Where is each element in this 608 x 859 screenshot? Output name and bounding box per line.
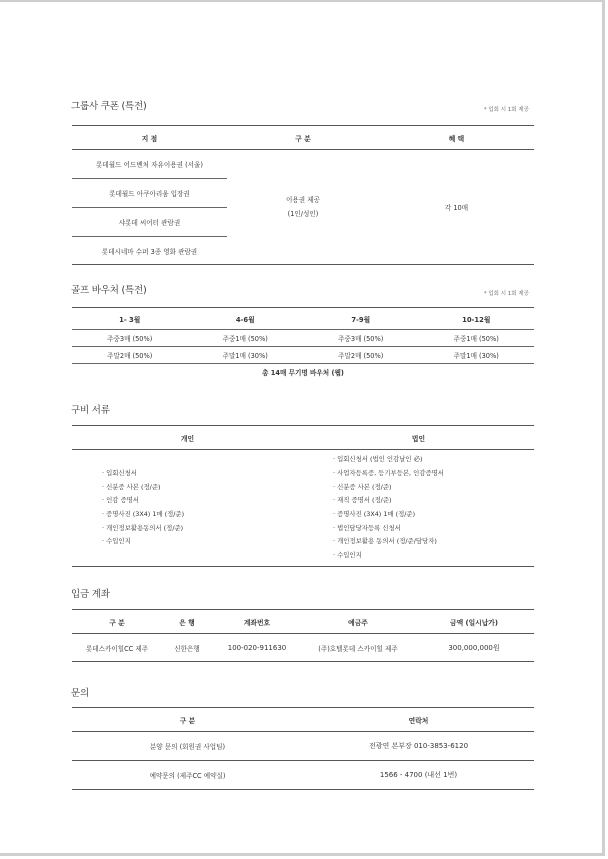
documents-corporate-list: [333, 453, 533, 563]
coupon-branch: 롯데월드 아쿠아리움 입장권: [72, 179, 227, 208]
document-item: · 입회신청서 (법인 인감날인 必): [333, 453, 533, 467]
document-item: · 사업자등록증, 등기부등본, 인감증명서: [333, 467, 533, 481]
inquiry-header-contact: 연락처: [408, 716, 429, 725]
inquiry-contact: 전광연 본부장 010-3853-6120: [368, 742, 469, 750]
coupon-note: * 입회 시 1회 제공: [483, 107, 529, 113]
coupon-header-type: 구 분: [295, 134, 311, 143]
golf-weekend-q3: 주말2매 (50%): [338, 352, 384, 360]
coupon-benefit: 각 10매: [444, 204, 469, 212]
documents-section-title: 구비 서류: [71, 405, 110, 416]
document-item: · 개인정보활용동의서 (정/준): [102, 522, 302, 536]
golf-note: * 입회 시 1회 제공: [483, 291, 529, 297]
inquiry-section-title: 문의: [71, 688, 89, 699]
account-number: 100-020-911630: [227, 643, 287, 652]
coupon-header-branch: 지 점: [141, 134, 158, 143]
golf-header-q4: 10-12월: [462, 315, 491, 324]
documents-individual-cell: [72, 450, 303, 567]
document-item: · 재직 증명서 (정/준): [333, 494, 533, 508]
account-header-amount: 금액 (일시납가): [450, 618, 498, 627]
coupon-table: [72, 125, 534, 265]
account-header-type: 구 분: [109, 618, 125, 627]
coupon-type-line1: 이용권 제공: [286, 196, 320, 204]
inquiry-type: 예약문의 (제주CC 예약실): [149, 772, 226, 780]
document-item: · 증명사진 (3X4) 1매 (정/준): [102, 508, 302, 522]
document-item: · 수입인지: [102, 535, 302, 549]
golf-header-q3: 7-9월: [351, 315, 371, 324]
account-amount: 300,000,000원: [448, 643, 500, 652]
account-type: 롯데스카이힐CC 제주: [85, 644, 149, 653]
inquiry-header-type: 구 분: [179, 716, 196, 725]
golf-table: [72, 307, 534, 381]
golf-section-title: 골프 바우처 (특전): [71, 285, 147, 296]
inquiry-type: 분양 문의 (회원권 사업팀): [149, 743, 226, 751]
document-item: · 법인담당자등록 신청서: [333, 522, 533, 536]
documents-table: [72, 425, 534, 567]
account-bank: 신한은행: [174, 644, 200, 653]
golf-weekday-q1: 주중3매 (50%): [107, 335, 153, 343]
inquiry-contact: 1566 - 4700 (내선 1번): [379, 771, 458, 779]
golf-header-q1: 1- 3월: [119, 315, 141, 324]
golf-weekend-q4: 주말1매 (30%): [453, 352, 499, 360]
coupon-branch: 롯데시네마 수퍼 3종 영화 관람권: [101, 247, 198, 256]
account-section-title: 입금 계좌: [71, 589, 110, 600]
account-table: [72, 609, 534, 662]
account-header-bank: 은 행: [179, 618, 195, 627]
inquiry-table: [72, 707, 534, 790]
document-item: · 신분증 사본 (정/준): [102, 481, 302, 495]
documents-corporate-cell: [303, 450, 534, 567]
document-item: · 증명사진 (3X4) 1매 (정/준): [333, 508, 533, 522]
document-item: · 인감 증명서: [102, 494, 302, 508]
golf-weekday-q3: 주중3매 (50%): [338, 335, 384, 343]
coupon-branch: 샤롯데 씨어터 관람권: [72, 208, 227, 237]
coupon-section-title: 그룹사 쿠폰 (특전): [71, 101, 147, 112]
document-item: · 신분증 사본 (정/준): [333, 481, 533, 495]
golf-header-q2: 4-6월: [235, 315, 255, 324]
golf-weekday-q4: 주중1매 (50%): [453, 335, 499, 343]
document-item: · 입회신청서: [102, 467, 302, 481]
documents-individual-list: [102, 467, 302, 549]
document-item: · 개인정보활용 동의서 (정/준/담당자): [333, 535, 533, 549]
documents-header-corporate: 법인: [411, 434, 426, 443]
golf-total: 총 14매 무기명 바우처 (웹): [262, 369, 344, 378]
coupon-type: [227, 150, 379, 265]
documents-header-individual: 개인: [180, 434, 195, 443]
coupon-type-line2: (1인/성인): [287, 210, 319, 218]
document-item: · 수입인지: [333, 549, 533, 563]
coupon-branch: 롯데월드 어드벤처 자유이용권 (서울): [72, 150, 227, 179]
account-header-holder: 예금주: [348, 618, 368, 627]
account-holder: (주)호텔롯데 스카이힐 제주: [318, 644, 398, 653]
golf-weekend-q2: 주말1매 (30%): [222, 352, 268, 360]
golf-weekend-q1: 주말2매 (50%): [107, 352, 153, 360]
account-header-number: 계좌번호: [243, 618, 271, 627]
coupon-header-benefit: 혜 택: [448, 134, 465, 143]
golf-weekday-q2: 주중1매 (50%): [222, 335, 268, 343]
